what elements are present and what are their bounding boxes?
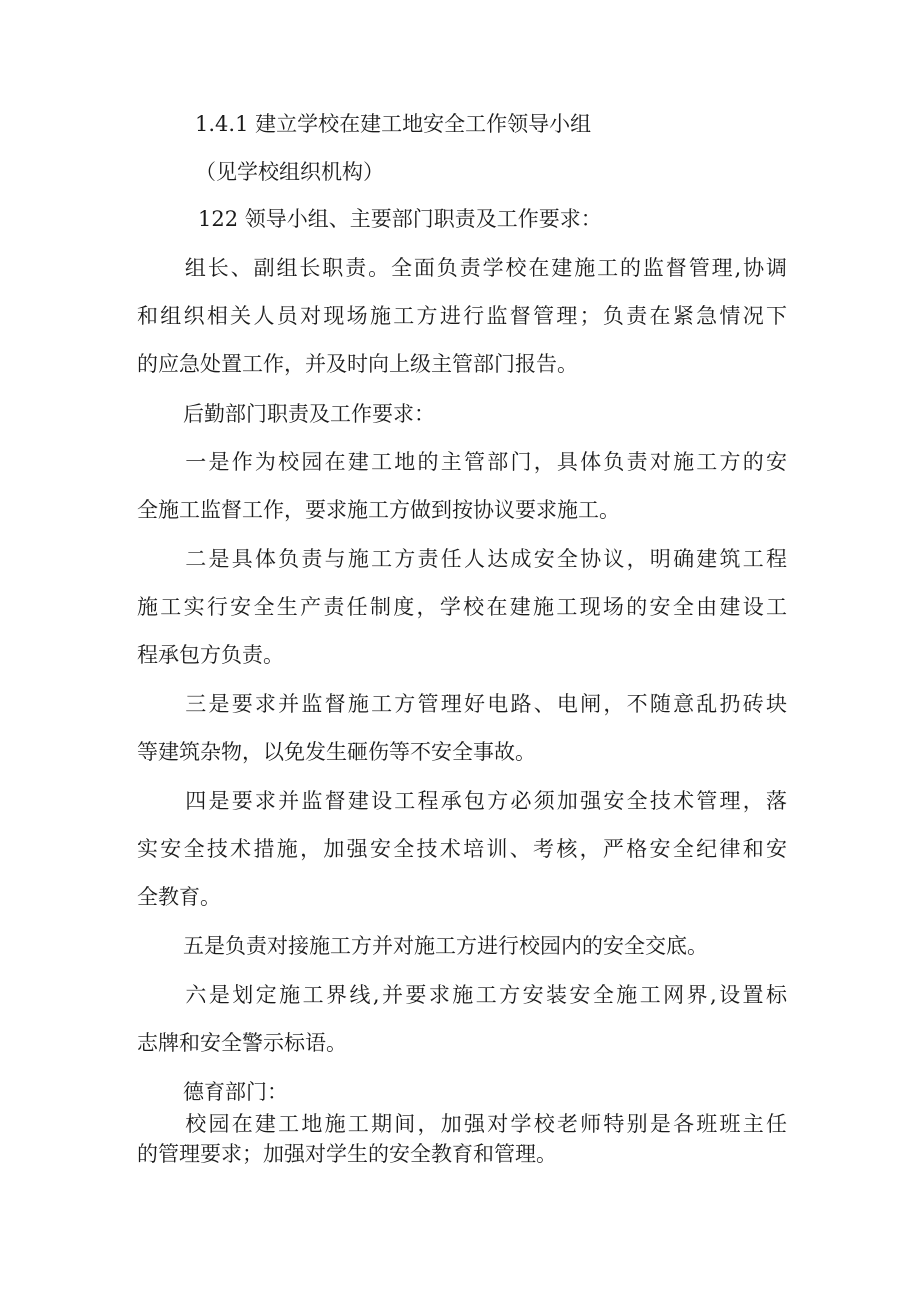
logistics-item-5: 五是负责对接施工方并对施工方进行校园内的安全交底。 (183, 934, 708, 958)
logistics-item-2-line-2: 施工实行安全生产责任制度，学校在建施工现场的安全由建设工 (137, 595, 787, 619)
logistics-item-2-line-1: 二是具体负责与施工方责任人达成安全协议，明确建筑工程 (183, 547, 787, 571)
leader-duties-line-2: 和组织相关人员对现场施工方进行监督管理；负责在紧急情况下 (137, 304, 787, 328)
section-heading-122: 122 领导小组、主要部门职责及工作要求： (198, 207, 602, 231)
logistics-dept-title: 后勤部门职责及工作要求： (183, 402, 435, 426)
moral-dept-line-1: 校园在建工地施工期间，加强对学校老师特别是各班班主任 (183, 1112, 787, 1136)
logistics-item-6-line-1: 六是划定施工界线,并要求施工方安装安全施工网界,设置标 (183, 983, 787, 1007)
section-heading-1-4-1: 1.4.1 建立学校在建工地安全工作领导小组 (195, 112, 592, 136)
leader-duties-line-3: 的应急处置工作，并及时向上级主管部门报告。 (137, 352, 578, 376)
logistics-item-4-line-1: 四是要求并监督建设工程承包方必须加强安全技术管理，落 (183, 789, 787, 813)
moral-dept-line-2: 的管理要求；加强对学生的安全教育和管理。 (137, 1142, 557, 1166)
logistics-item-4-line-2: 实安全技术措施，加强安全技术培训、考核，严格安全纪律和安 (137, 837, 787, 861)
leader-duties-line-1: 组长、副组长职责。全面负责学校在建施工的监督管理,协调 (183, 256, 787, 280)
organization-note: （见学校组织机构） (195, 160, 384, 184)
moral-dept-title: 德育部门： (183, 1080, 288, 1104)
logistics-item-4-line-3: 全教育。 (137, 885, 221, 909)
logistics-item-6-line-2: 志牌和安全警示标语。 (137, 1031, 347, 1055)
logistics-item-3-line-2: 等建筑杂物，以免发生砸伤等不安全事故。 (137, 740, 536, 764)
logistics-item-2-line-3: 程承包方负责。 (137, 643, 284, 667)
logistics-item-3-line-1: 三是要求并监督施工方管理好电路、电闸，不随意乱扔砖块 (183, 692, 787, 716)
logistics-item-1-line-1: 一是作为校园在建工地的主管部门，具体负责对施工方的安 (183, 450, 787, 474)
logistics-item-1-line-2: 全施工监督工作，要求施工方做到按协议要求施工。 (137, 498, 620, 522)
